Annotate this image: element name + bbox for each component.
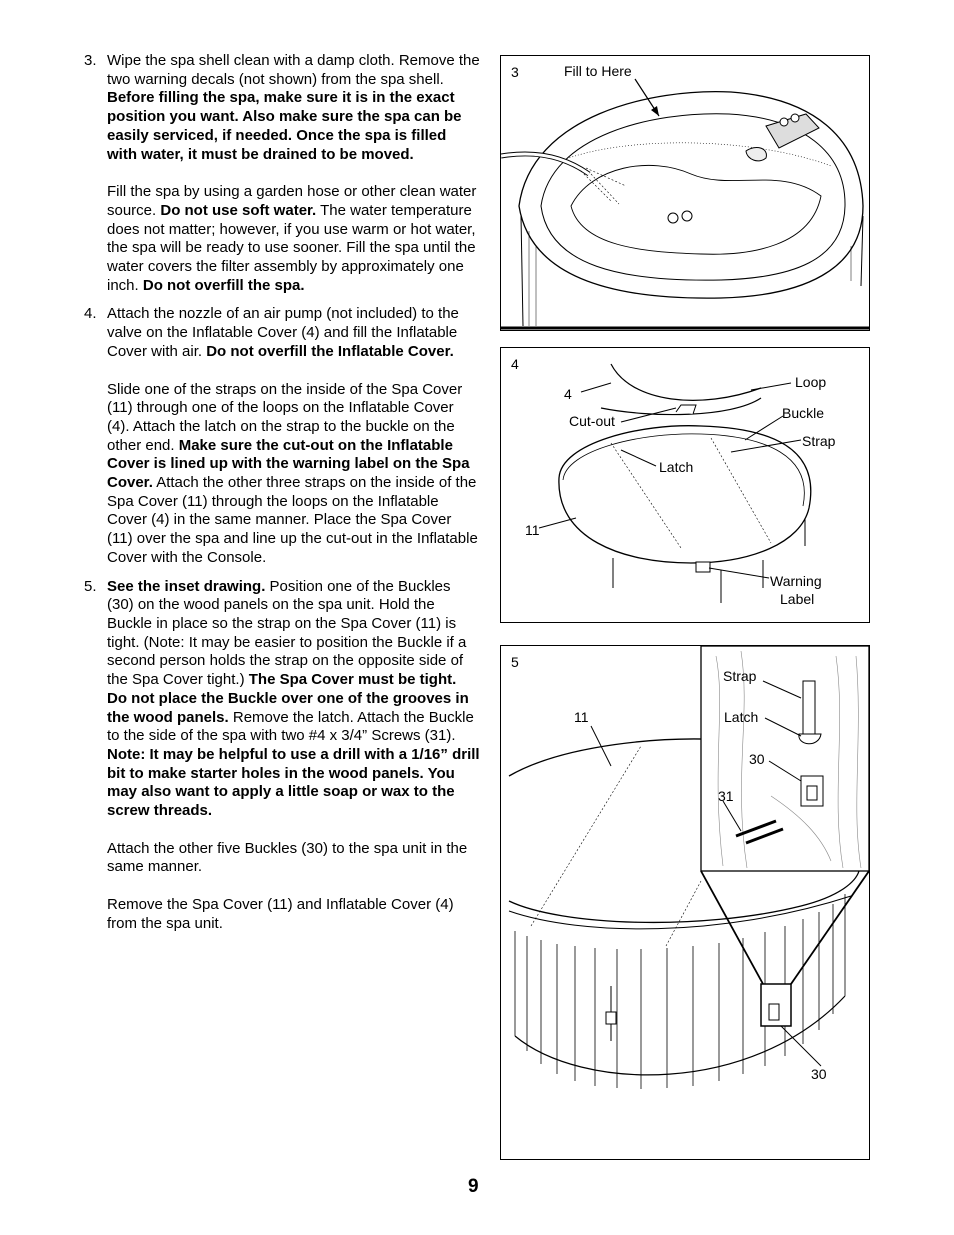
step-paragraph: Attach the other five Buckles (30) to the spa unit in the same manner. [107, 839, 468, 876]
warning-label-line1: Warning [770, 573, 822, 589]
spa-fill-illustration [501, 56, 869, 330]
figure-number: 4 [511, 356, 519, 372]
latch-label: Latch [659, 459, 694, 475]
part-11-label: 11 [525, 522, 540, 538]
figure-number: 5 [511, 654, 519, 670]
strap-label: Strap [723, 668, 757, 684]
figure-3 [500, 55, 870, 331]
step-number: 3. [84, 52, 97, 69]
step-paragraph: Fill the spa by using a garden hose or other clean water source. Do not use soft water. The water temperature does not matter; however, if you use warm or hot water, the spa will be ready to use sooner. Fill the spa until the water covers the filter assembly by approximately one inch. Do not overfill the spa. [107, 183, 477, 294]
buckle-install-illustration [501, 646, 869, 1159]
loop-label: Loop [795, 374, 827, 390]
step-paragraph: Wipe the spa shell clean with a damp cloth. Remove the two warning decals (not shown) from the spa shell. Before filling the spa, make sure it is in the exact position you want. Also make sure the spa can be easily serviced, if needed. Once the spa is filled with water, it must be drained to be moved. [107, 52, 480, 163]
instructions-column [84, 52, 480, 944]
step-paragraph: See the inset drawing. Position one of the Buckles (30) on the wood panels on the spa unit. Hold the Buckle in place so the strap on the Spa Cover (11) is tight. (Note: It may be easier to position the Buckle if a second person holds the strap on the opposite side of the Spa Cover tight.) The Spa Cover must be tight. Do not place the Buckle over one of the grooves in the wood panels. Remove the latch. Attach the Buckle to the side of the spa with two #4 x 3/4” Screws (31). Note: It may be helpful to use a drill with a 1/16” drill bit to make starter holes in the wood panels. You may also want to apply a little soap or wax to the screw threads. [107, 577, 480, 820]
part-31-label: 31 [718, 788, 734, 804]
cut-out-label: Cut-out [569, 413, 615, 429]
buckle-label: Buckle [782, 405, 825, 421]
step-number: 4. [84, 305, 97, 323]
page-number: 9 [468, 1176, 479, 1197]
warning-label-line2: Label [780, 591, 815, 607]
figure-number: 3 [511, 64, 519, 80]
figure-4 [500, 347, 870, 623]
step-paragraph: Attach the nozzle of an air pump (not included) to the valve on the Inflatable Cover (4) and fill the Inflatable Cover with air. Do not overfill the Inflatable Cover. [107, 305, 459, 360]
figure-5 [500, 645, 870, 1160]
step-paragraph: Slide one of the straps on the inside of the Spa Cover (11) through one of the loops on the Inflatable Cover (4). Attach the latch on the strap to the buckle on the other end. Make sure the cut-out on the Inflatable Cover is lined up with the warning label on the Spa Cover. Attach the other three straps on the inside of the Spa Cover (11) through the loops on the Inflatable Cover (4) in the same manner. Place the Spa Cover (11) over the spa and line up the cut-out in the Inflatable Cover with the Console. [107, 380, 478, 566]
step-paragraph: Remove the Spa Cover (11) and Inflatable Cover (4) from the spa unit. [107, 896, 454, 932]
part-30-inset-label: 30 [749, 751, 765, 767]
fill-to-here-label: Fill to Here [564, 63, 632, 79]
part-11-label: 11 [574, 709, 589, 725]
step-4 [84, 305, 480, 567]
step-3 [84, 52, 480, 295]
latch-label: Latch [724, 709, 759, 725]
step-number: 5. [84, 577, 97, 595]
strap-label: Strap [802, 433, 836, 449]
part-30-label: 30 [811, 1066, 827, 1082]
part-4-label: 4 [564, 386, 572, 402]
step-5 [84, 578, 480, 934]
